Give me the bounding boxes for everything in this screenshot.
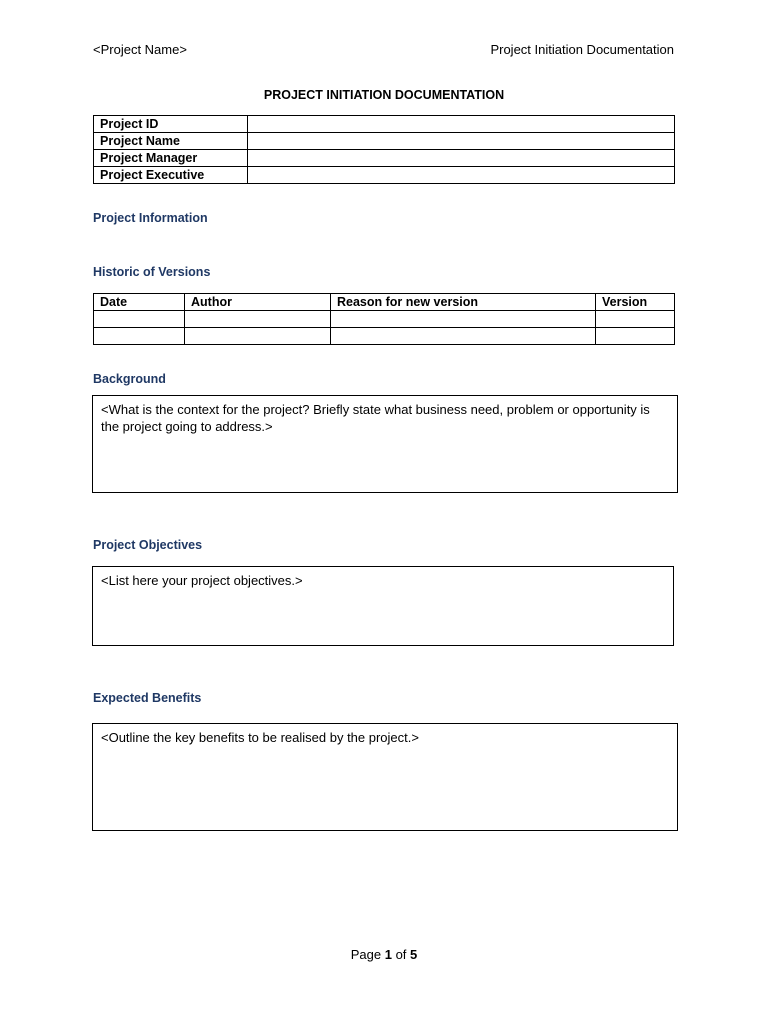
table-cell[interactable] bbox=[596, 311, 675, 328]
benefits-textbox[interactable]: <Outline the key benefits to be realised by the project.> bbox=[92, 723, 678, 831]
project-name-value[interactable] bbox=[248, 133, 675, 150]
document-title: PROJECT INITIATION DOCUMENTATION bbox=[263, 88, 505, 102]
table-row bbox=[94, 311, 675, 328]
version-header: Version bbox=[596, 294, 675, 311]
objectives-textbox[interactable]: <List here your project objectives.> bbox=[92, 566, 674, 646]
expected-benefits-heading: Expected Benefits bbox=[93, 691, 202, 705]
total-pages-number: 5 bbox=[410, 947, 418, 962]
table-cell[interactable] bbox=[185, 311, 331, 328]
project-info-table bbox=[93, 115, 675, 184]
page-footer bbox=[0, 947, 768, 962]
header-project-name: <Project Name> bbox=[93, 42, 187, 57]
table-cell[interactable] bbox=[331, 311, 596, 328]
project-executive-label: Project Executive bbox=[94, 167, 248, 184]
project-id-value[interactable] bbox=[248, 116, 675, 133]
table-cell[interactable] bbox=[94, 328, 185, 345]
table-cell[interactable] bbox=[185, 328, 331, 345]
project-executive-value[interactable] bbox=[248, 167, 675, 184]
background-heading: Background bbox=[93, 372, 166, 386]
table-header-row bbox=[94, 294, 675, 311]
of-label: of bbox=[395, 947, 407, 962]
historic-versions-heading: Historic of Versions bbox=[93, 265, 211, 279]
project-manager-value[interactable] bbox=[248, 150, 675, 167]
reason-header: Reason for new version bbox=[331, 294, 596, 311]
table-row bbox=[94, 150, 675, 167]
project-information-heading: Project Information bbox=[93, 211, 208, 225]
page-label: Page bbox=[350, 947, 382, 962]
project-id-label: Project ID bbox=[94, 116, 248, 133]
project-manager-label: Project Manager bbox=[94, 150, 248, 167]
background-textbox[interactable]: <What is the context for the project? Briefly state what business need, problem or opportunity is the project going to address.> bbox=[92, 395, 678, 493]
table-cell[interactable] bbox=[331, 328, 596, 345]
table-cell[interactable] bbox=[94, 311, 185, 328]
date-header: Date bbox=[94, 294, 185, 311]
table-row bbox=[94, 167, 675, 184]
project-objectives-heading: Project Objectives bbox=[93, 538, 203, 552]
current-page-number: 1 bbox=[384, 947, 392, 962]
versions-table bbox=[93, 293, 675, 345]
table-row bbox=[94, 133, 675, 150]
project-name-label: Project Name bbox=[94, 133, 248, 150]
header-document-title: Project Initiation Documentation bbox=[490, 42, 674, 57]
table-cell[interactable] bbox=[596, 328, 675, 345]
table-row bbox=[94, 328, 675, 345]
table-row bbox=[94, 116, 675, 133]
author-header: Author bbox=[185, 294, 331, 311]
